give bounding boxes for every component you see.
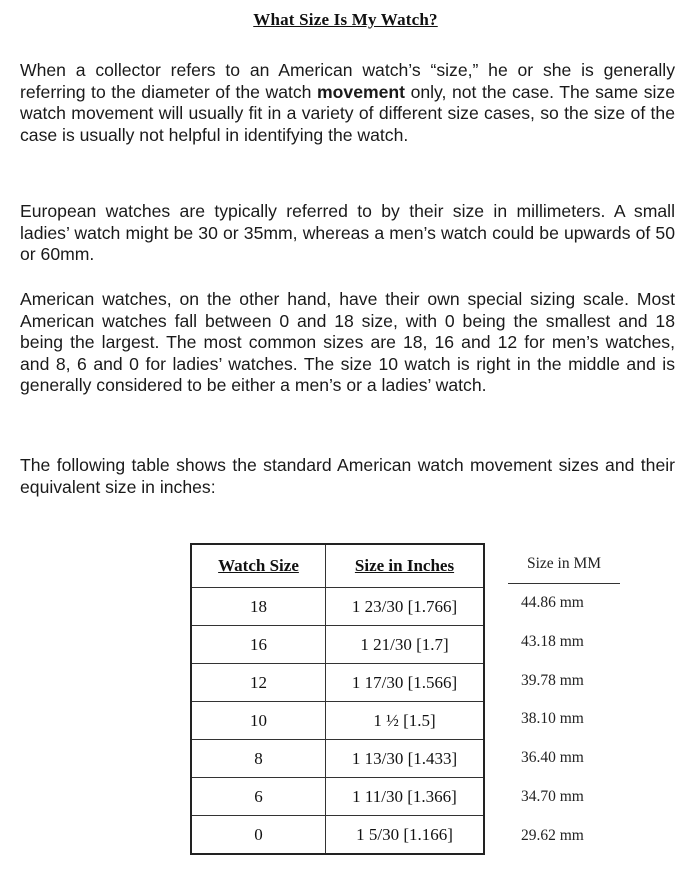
cell-size-mm: 39.78 mm bbox=[521, 671, 584, 689]
cell-watch-size: 6 bbox=[191, 778, 326, 816]
table-row bbox=[191, 664, 484, 702]
table-row bbox=[191, 588, 484, 626]
watch-size-table bbox=[190, 543, 485, 855]
paragraph-watch-size-definition bbox=[20, 60, 675, 146]
cell-size-mm: 38.10 mm bbox=[521, 710, 584, 728]
header-watch-size: Watch Size bbox=[191, 544, 326, 588]
table-row bbox=[191, 626, 484, 664]
cell-size-inches: 1 ½ [1.5] bbox=[326, 702, 485, 740]
cell-watch-size: 0 bbox=[191, 816, 326, 855]
header-size-in-mm: Size in MM bbox=[508, 543, 620, 584]
paragraph-text: only, not the case. The same size watch movement will usually fit in a variety of different size cases, so the size of the case is usually not helpful in identifying the watch. bbox=[20, 81, 675, 145]
cell-size-mm: 36.40 mm bbox=[521, 749, 584, 767]
cell-size-inches: 1 23/30 [1.766] bbox=[326, 588, 485, 626]
cell-size-inches: 1 5/30 [1.166] bbox=[326, 816, 485, 855]
cell-size-inches: 1 21/30 [1.7] bbox=[326, 626, 485, 664]
cell-size-inches: 1 13/30 [1.433] bbox=[326, 740, 485, 778]
paragraph-text: When a collector refers to an American watch’s “size,” he or she is generally referring to the diameter of the watch bbox=[20, 60, 675, 102]
cell-size-mm: 29.62 mm bbox=[521, 826, 584, 844]
emphasis-movement: movement bbox=[317, 81, 406, 102]
cell-watch-size: 16 bbox=[191, 626, 326, 664]
table-row bbox=[191, 778, 484, 816]
table-header-row bbox=[191, 544, 484, 588]
cell-size-mm: 44.86 mm bbox=[521, 594, 584, 611]
cell-watch-size: 8 bbox=[191, 740, 326, 778]
header-size-in-inches: Size in Inches bbox=[326, 544, 485, 588]
table-row bbox=[191, 740, 484, 778]
paragraph-table-intro: The following table shows the standard American watch movement sizes and their equivalent size in inches: bbox=[20, 455, 675, 497]
cell-size-inches: 1 11/30 [1.366] bbox=[326, 778, 485, 816]
paragraph-american-watches: American watches, on the other hand, have their own special sizing scale. Most American watches fall between 0 and 18 size, with 0 being the smallest and 18 being the largest. The most common sizes are 18, 16 and 12 for men’s watches, and 8, 6 and 0 for ladies’ watches. The size 10 watch is right in the middle and is generally considered to be either a men’s or a ladies’ watch. bbox=[20, 289, 675, 395]
page-title: What Size Is My Watch? bbox=[253, 10, 438, 29]
size-in-mm-column bbox=[505, 543, 635, 856]
cell-watch-size: 12 bbox=[191, 664, 326, 702]
cell-size-inches: 1 17/30 [1.566] bbox=[326, 664, 485, 702]
cell-watch-size: 10 bbox=[191, 702, 326, 740]
cell-size-mm: 43.18 mm bbox=[521, 632, 584, 650]
cell-watch-size: 18 bbox=[191, 588, 326, 626]
paragraph-european-watches: European watches are typically referred to by their size in millimeters. A small ladies’ watch might be 30 or 35mm, whereas a men’s watch could be upwards of 50 or 60mm. bbox=[20, 201, 675, 264]
table-row bbox=[191, 816, 484, 855]
table-row bbox=[191, 702, 484, 740]
cell-size-mm: 34.70 mm bbox=[521, 787, 584, 805]
